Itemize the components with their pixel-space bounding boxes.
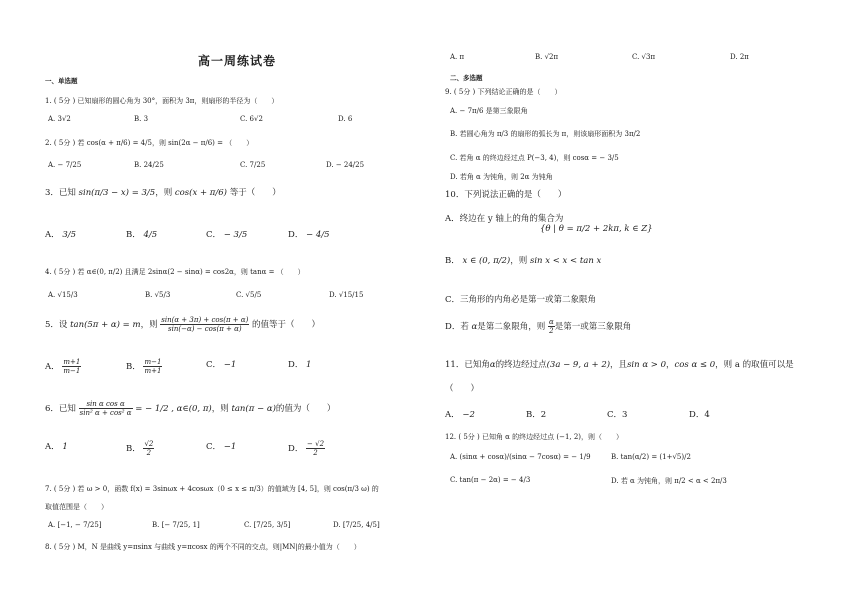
q3-option-d-value: − 4/5 bbox=[306, 230, 330, 240]
q10-option-d-middle: 是第二象限角，则 bbox=[477, 322, 546, 332]
q10-option-a-set bbox=[540, 224, 653, 234]
q6-expression: tan(π − α) bbox=[231, 404, 276, 414]
question-1-stem: 1. ( 5分 ) 已知扇形的圆心角为 30°，面积为 3π，则扇形的半径为（ ） bbox=[45, 97, 279, 105]
q9-option-d[interactable]: D. 若角 α 为钝角，则 2α 为钝角 bbox=[450, 173, 553, 181]
q3-option-a-value: 3/5 bbox=[62, 230, 77, 240]
q5-option-b-num: m−1 bbox=[144, 358, 162, 366]
q11-and: ，且 bbox=[610, 360, 628, 370]
q8-option-d[interactable]: D. 2π bbox=[730, 53, 749, 61]
question-5-stem bbox=[45, 316, 320, 333]
q3-option-c[interactable] bbox=[206, 228, 247, 240]
q11-option-a-label: A． bbox=[445, 410, 460, 420]
q5-option-c[interactable] bbox=[206, 358, 236, 370]
q2-option-d[interactable]: D. − 24/25 bbox=[326, 161, 365, 169]
q5-option-a-label: A． bbox=[45, 362, 60, 372]
q6-option-c-value: −1 bbox=[223, 442, 237, 452]
q10-option-d-den: 2 bbox=[549, 327, 554, 335]
q10-option-c[interactable]: C．三角形的内角必是第一或第二象限角 bbox=[445, 295, 597, 305]
q5-fraction-numerator: sin(α + 3π) + cos(π + α) bbox=[161, 316, 249, 324]
q5-option-b-den: m+1 bbox=[144, 367, 162, 375]
q6-option-a-label: A． bbox=[45, 442, 60, 452]
q6-option-b-label: B． bbox=[126, 444, 141, 454]
q5-option-d-label: D． bbox=[288, 360, 304, 370]
q10-option-b[interactable] bbox=[445, 254, 601, 266]
q7-option-b[interactable]: B. [− 7/25, 1] bbox=[152, 521, 200, 529]
q5-option-c-label: C． bbox=[206, 360, 222, 370]
q3-option-b-value: 4/5 bbox=[143, 230, 158, 240]
q5-option-a-num: m+1 bbox=[63, 358, 81, 366]
q11-sin-condition: sin α > 0 bbox=[627, 360, 666, 370]
q10-option-d-alpha: α bbox=[471, 322, 478, 332]
q3-then: ，则 bbox=[155, 188, 173, 198]
question-4-stem: 4. ( 5分 ) 若 α∈(0, π/2) 且满足 2sinα(2 − sinα) = cos2α，则 tanα = （ ） bbox=[45, 268, 305, 276]
q6-condition: = − 1/2 , α∈(0, π) bbox=[135, 404, 212, 414]
q2-option-a[interactable]: A. − 7/25 bbox=[48, 161, 82, 169]
q3-stem-suffix: 等于（ ） bbox=[229, 188, 281, 198]
q9-option-c[interactable]: C. 若角 α 的终边经过点 P(−3, 4)，则 cosα = − 3/5 bbox=[450, 154, 619, 162]
q11-option-c[interactable]: C．3 bbox=[607, 410, 628, 420]
section-multiple-choice: 二、多选题 bbox=[450, 74, 483, 82]
q4-option-b[interactable]: B. √5/3 bbox=[145, 291, 171, 299]
q10-option-d-num: α bbox=[549, 318, 554, 326]
q3-option-a[interactable] bbox=[45, 228, 76, 240]
q3-condition: sin(π/3 − x) = 3/5 bbox=[78, 188, 156, 198]
question-6-stem bbox=[45, 400, 335, 417]
q5-then: ，则 bbox=[140, 320, 158, 330]
q11-option-a[interactable] bbox=[445, 408, 475, 420]
question-3-stem bbox=[45, 186, 281, 198]
q2-option-b[interactable]: B. 24/25 bbox=[134, 161, 164, 169]
q8-option-c[interactable]: C. √3π bbox=[632, 53, 656, 61]
q6-option-a[interactable] bbox=[45, 440, 68, 452]
q6-option-d-num: − √2 bbox=[307, 440, 325, 448]
q11-option-a-value: −2 bbox=[462, 410, 475, 420]
q6-fraction-denominator: sin² α + cos² α bbox=[79, 409, 132, 417]
q6-option-c-label: C． bbox=[206, 442, 222, 452]
q12-option-b[interactable]: B. tan(α/2) = (1+√5)/2 bbox=[611, 453, 691, 461]
q4-option-d[interactable]: D. √15/15 bbox=[329, 291, 364, 299]
q1-option-d[interactable]: D. 6 bbox=[338, 115, 353, 123]
q7-option-d[interactable]: D. [7/25, 4/5] bbox=[333, 521, 380, 529]
section-single-choice: 一、单选题 bbox=[45, 77, 78, 85]
q10-option-a[interactable]: A．终边在 y 轴上的角的集合为 bbox=[445, 214, 564, 224]
q11-option-b[interactable]: B．2 bbox=[526, 410, 547, 420]
q6-option-a-value: 1 bbox=[62, 442, 68, 452]
q5-option-a-den: m−1 bbox=[63, 367, 81, 375]
question-12-stem: 12. ( 5分 ) 已知角 α 的终边经过点 (−1, 2)，则（ ） bbox=[445, 433, 624, 441]
q7-option-c[interactable]: C. [7/25, 3/5] bbox=[244, 521, 291, 529]
q10-option-b-inequality: sin x < x < tan x bbox=[529, 256, 602, 266]
q10-option-d[interactable] bbox=[445, 318, 631, 335]
q5-option-c-value: −1 bbox=[223, 360, 237, 370]
q10-option-d-suffix: 是第一或第三象限角 bbox=[554, 322, 632, 332]
q11-stem-prefix: 11．已知角 bbox=[445, 360, 490, 370]
question-10-stem: 10．下列说法正确的是（ ） bbox=[445, 190, 567, 200]
q5-stem-suffix: 的值等于（ ） bbox=[252, 320, 321, 330]
q5-option-b-label: B． bbox=[126, 362, 141, 372]
q6-option-b-fraction bbox=[143, 440, 154, 457]
q10-option-b-condition: x ∈ (0, π/2) bbox=[462, 256, 511, 266]
q4-option-a[interactable]: A. √15/3 bbox=[48, 291, 78, 299]
q10-option-b-then: ，则 bbox=[510, 256, 528, 266]
q11-stem-suffix: ，则 a 的取值可以是 bbox=[715, 360, 794, 370]
q11-alpha: α bbox=[489, 360, 496, 370]
q6-fraction-numerator: sin α cos α bbox=[79, 400, 133, 409]
q1-option-b[interactable]: B. 3 bbox=[134, 115, 149, 123]
q12-option-c[interactable]: C. tan(π − 2α) = − 4/3 bbox=[450, 476, 531, 484]
q3-option-b-label: B． bbox=[126, 230, 141, 240]
q12-option-d[interactable]: D. 若 α 为钝角，则 π/2 < α < 2π/3 bbox=[611, 477, 727, 485]
question-11-stem bbox=[445, 358, 794, 370]
q11-comma: ， bbox=[666, 360, 675, 370]
q6-option-d-label: D． bbox=[288, 444, 304, 454]
q5-option-b[interactable] bbox=[126, 358, 162, 375]
q6-option-b-den: 2 bbox=[146, 449, 152, 457]
q1-option-a[interactable]: A. 3√2 bbox=[48, 115, 71, 123]
q6-option-c[interactable] bbox=[206, 440, 236, 452]
q10-option-d-prefix: D．若 bbox=[445, 322, 469, 332]
q6-option-b[interactable] bbox=[126, 440, 154, 457]
q3-option-b[interactable] bbox=[126, 228, 157, 240]
q5-stem-prefix: 5．设 bbox=[45, 320, 68, 330]
q5-option-a-fraction bbox=[62, 358, 81, 375]
q6-then: ，则 bbox=[211, 404, 229, 414]
question-8-stem: 8. ( 5分 ) M，N 是曲线 y=πsinx 与曲线 y=πcosx 的两个不同的交点，则|MN|的最小值为（ ） bbox=[45, 543, 361, 551]
q5-fraction-denominator: sin(−α) − cos(π + α) bbox=[168, 325, 242, 333]
q10-option-d-fraction bbox=[548, 318, 555, 335]
page-title: 高一周练试卷 bbox=[198, 54, 277, 68]
q3-option-c-label: C． bbox=[206, 230, 222, 240]
q1-option-c[interactable]: C. 6√2 bbox=[240, 115, 263, 123]
q11-option-d[interactable]: D．4 bbox=[689, 410, 710, 420]
q3-expression: cos(x + π/6) bbox=[174, 188, 227, 198]
q3-option-d-label: D． bbox=[288, 230, 304, 240]
q8-option-b[interactable]: B. √2π bbox=[535, 53, 559, 61]
question-7-stem-line2: 取值范围是（ ） bbox=[45, 503, 108, 511]
q3-option-c-value: − 3/5 bbox=[223, 230, 248, 240]
question-11-paren: （ ） bbox=[445, 384, 480, 394]
q5-condition: tan(5π + α) = m bbox=[70, 320, 141, 330]
q5-option-d[interactable] bbox=[288, 358, 311, 370]
q5-option-a[interactable] bbox=[45, 358, 81, 375]
question-2-stem: 2. ( 5分 ) 若 cos(α + π/6) = 4/5，则 sin(2α − π/6) = （ ） bbox=[45, 139, 254, 147]
q11-cos-condition: cos α ≤ 0 bbox=[674, 360, 716, 370]
q9-option-a[interactable]: A. − 7π/6 是第三象限角 bbox=[450, 107, 528, 115]
q6-stem-suffix: 的值为（ ） bbox=[275, 404, 336, 414]
q2-option-c[interactable]: C. 7/25 bbox=[240, 161, 266, 169]
question-9-stem: 9. ( 5分 ) 下列结论正确的是（ ） bbox=[445, 88, 562, 96]
q3-stem-prefix: 3．已知 bbox=[45, 188, 76, 198]
q3-option-d[interactable] bbox=[288, 228, 330, 240]
q5-fraction bbox=[160, 316, 249, 333]
q6-option-d-fraction bbox=[306, 440, 325, 457]
q4-option-c[interactable]: C. √5/5 bbox=[236, 291, 262, 299]
q6-fraction bbox=[79, 400, 133, 417]
q6-option-d-den: 2 bbox=[313, 449, 318, 457]
q11-stem-mid: 的终边经过点 bbox=[495, 360, 547, 370]
q10-option-b-label: B． bbox=[445, 256, 460, 266]
q5-option-b-fraction bbox=[143, 358, 162, 375]
q10-option-a-set-text: {θ | θ = π/2 + 2kπ, k ∈ Z} bbox=[540, 224, 653, 234]
q7-option-a[interactable]: A. [−1, − 7/25] bbox=[48, 521, 102, 529]
q8-option-a[interactable]: A. π bbox=[450, 53, 465, 61]
q3-option-a-label: A． bbox=[45, 230, 60, 240]
q6-option-b-num: √2 bbox=[144, 440, 154, 448]
question-7-stem: 7. ( 5分 ) 若 ω > 0，函数 f(x) = 3sinωx + 4cosωx（0 ≤ x ≤ π/3）的值域为 [4, 5]，则 cos(π/3 ω) 的 bbox=[45, 485, 379, 493]
q6-stem-prefix: 6．已知 bbox=[45, 404, 76, 414]
q6-option-d[interactable] bbox=[288, 440, 325, 457]
q12-option-a[interactable]: A. (sinα + cosα)/(sinα − 7cosα) = − 1/9 bbox=[450, 453, 591, 461]
q9-option-b[interactable]: B. 若圆心角为 π/3 的扇形的弧长为 π，则该扇形面积为 3π/2 bbox=[450, 130, 641, 138]
q11-point: (3a − 9, a + 2) bbox=[546, 360, 611, 370]
q5-option-d-value: 1 bbox=[306, 360, 312, 370]
